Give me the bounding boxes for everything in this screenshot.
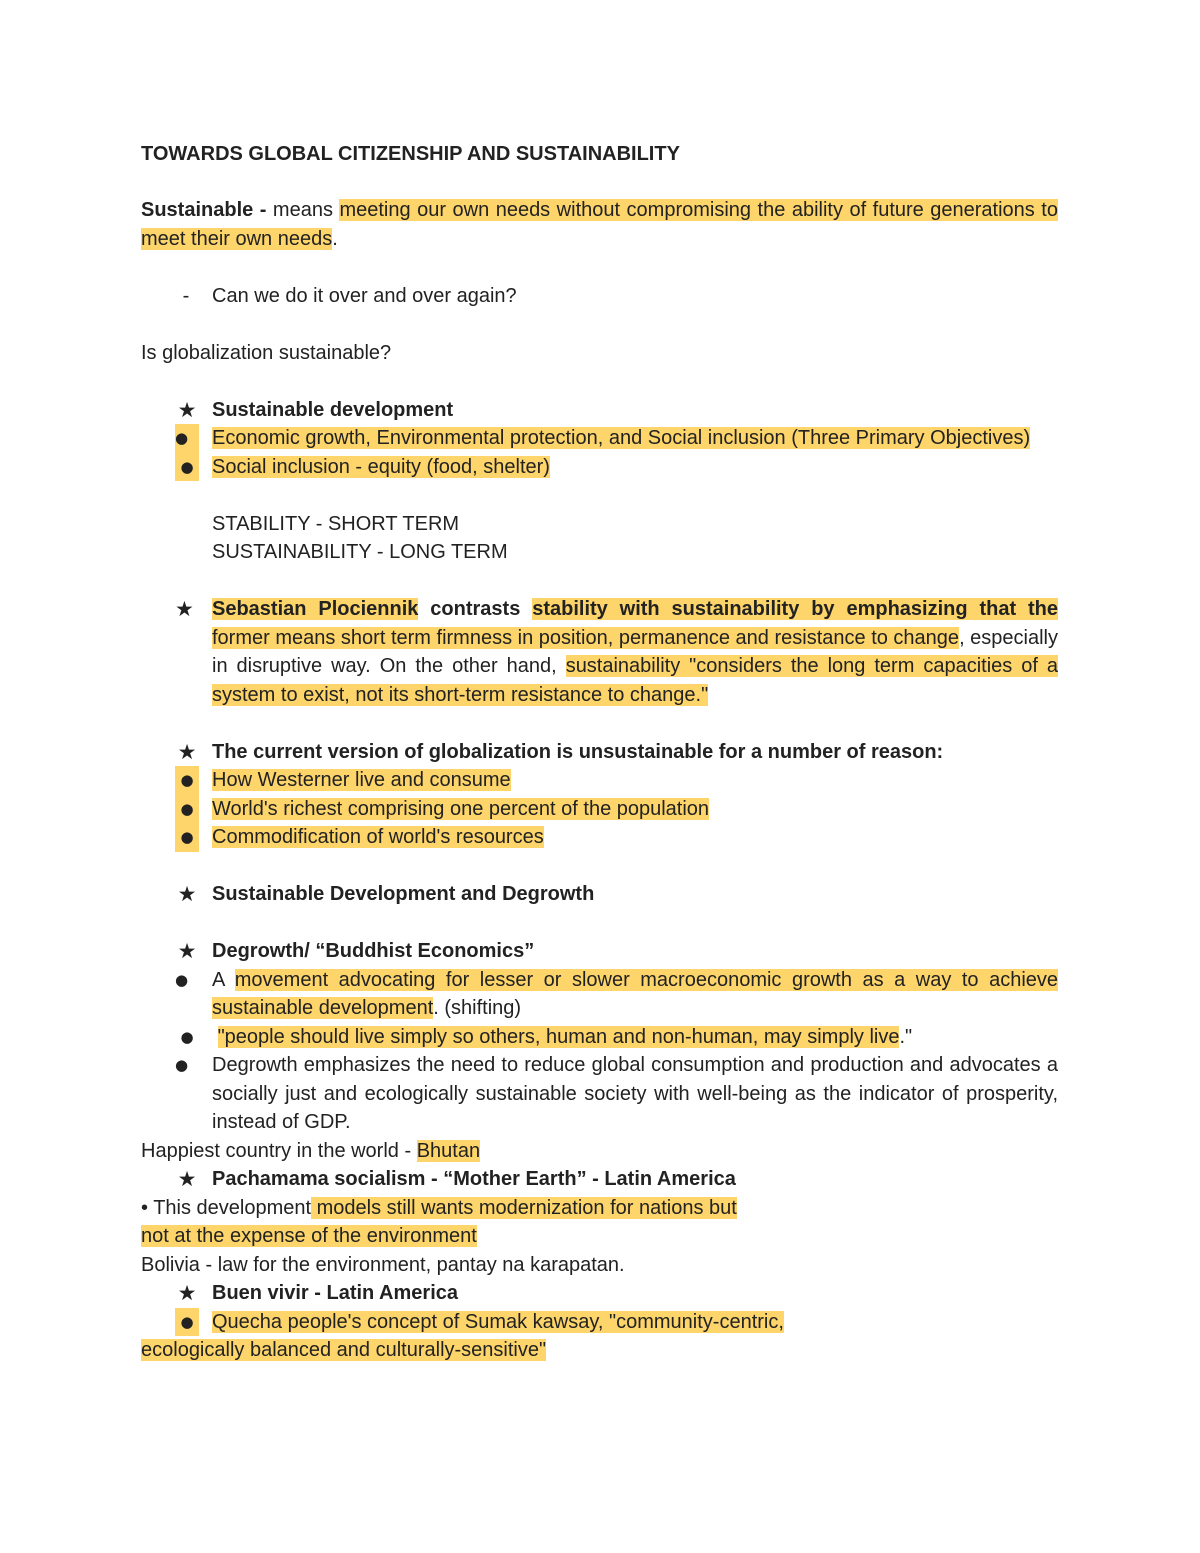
degrowth-quote-end: ."	[899, 1025, 913, 1048]
star-item-sustainable-development	[141, 396, 1058, 425]
sebastian-highlight-1: stability with sustainability by emphasizing that the	[532, 598, 1058, 620]
degrowth-highlight-1: movement advocating for lesser or slower macroeconomic growth as a way to achieve sustainable development	[212, 968, 1059, 1019]
stability-line: STABILITY - SHORT TERM	[212, 512, 460, 535]
star-item-sebastian	[141, 595, 1058, 709]
contrasts-word: contrasts	[418, 598, 533, 620]
bullet-dot-icon: ●	[175, 1308, 199, 1337]
heading-degrowth: Degrowth/ “Buddhist Economics”	[212, 940, 535, 962]
bullet-dot-icon: ●	[175, 424, 199, 453]
definition-paragraph	[141, 196, 1058, 253]
question-2: Is globalization sustainable?	[141, 341, 392, 364]
document-page	[141, 138, 1058, 1365]
page-title: TOWARDS GLOBAL CITIZENSHIP AND SUSTAINABILITY	[141, 143, 680, 165]
question-1: Can we do it over and over again?	[212, 284, 517, 307]
bullet-dot-icon: ●	[175, 823, 199, 852]
bullet-dot-icon: ●	[180, 1027, 194, 1046]
black-star-icon: ★	[177, 939, 197, 963]
buen-vivir-line-2	[141, 1336, 1058, 1365]
bolivia-line: Bolivia - law for the environment, pantay na karapatan.	[141, 1253, 625, 1276]
bullet-item	[141, 1051, 1058, 1137]
black-star-icon: ★	[177, 1281, 197, 1305]
heading-pachamama: Pachamama socialism - “Mother Earth” - Latin America	[212, 1168, 736, 1190]
bullet-item	[141, 823, 1058, 852]
happiest-country-line	[141, 1137, 1058, 1166]
heading-current-version: The current version of globalization is unsustainable for a number of reason:	[212, 740, 944, 763]
bullet-item	[141, 795, 1058, 824]
bullet-dot-icon: ●	[175, 795, 199, 824]
heading-buen-vivir: Buen vivir - Latin America	[212, 1282, 458, 1304]
black-star-icon: ★	[177, 739, 197, 764]
star-item-buddhist-economics	[141, 937, 1058, 966]
black-star-icon: ★	[177, 1167, 197, 1191]
happiest-text: Happiest country in the world -	[141, 1139, 417, 1162]
dash-icon: -	[182, 284, 190, 307]
pachamama-line-1	[141, 1194, 1058, 1223]
sebastian-mid: , especially in disruptive way. On the other hand,	[212, 626, 1059, 677]
star-item-pachamama	[141, 1165, 1058, 1194]
star-item-buen-vivir	[141, 1279, 1058, 1308]
bullet-text: Social inclusion - equity (food, shelter)	[212, 455, 550, 478]
sebastian-highlight-2: former means short term firmness in position, permanence and resistance to change	[212, 626, 960, 649]
sustainability-line: SUSTAINABILITY - LONG TERM	[212, 541, 508, 563]
bullet-item	[141, 424, 1058, 453]
black-star-icon: ★	[177, 397, 197, 422]
sebastian-highlight-3: sustainability "considers the long term capacities of a system to exist, not its short-term resistance to change."	[212, 655, 1058, 706]
bullet-item	[141, 453, 1058, 482]
star-item-current-version	[141, 738, 1058, 767]
bullet-item	[141, 1308, 1058, 1337]
bullet-text: How Westerner live and consume	[212, 769, 511, 791]
black-star-icon: ★	[177, 882, 197, 906]
degrowth-highlight-2: "people should live simply so others, human and non-human, may simply live	[217, 1025, 900, 1048]
buen-vivir-highlight-2: ecologically balanced and culturally-sensitive"	[141, 1339, 547, 1361]
bullet-dot-icon: ●	[175, 1056, 189, 1074]
bullet-text: Commodification of world's resources	[212, 826, 544, 848]
definition-end: .	[332, 227, 338, 250]
definition-means: means	[266, 199, 340, 221]
degrowth-paragraph: Degrowth emphasizes the need to reduce global consumption and production and advocates a socially just and ecologically sustainable society with well-being as the indicator of prosperity, instead of GDP.	[212, 1054, 1058, 1133]
happiest-highlight: Bhutan	[416, 1139, 481, 1162]
author-name: Sebastian Plociennik	[212, 598, 419, 620]
bullet-item	[141, 1023, 1058, 1052]
star-item-degrowth-heading	[141, 880, 1058, 909]
bullet-dot-icon: ●	[175, 970, 189, 989]
degrowth-a: A	[212, 968, 235, 991]
heading-sustainable-development: Sustainable development	[212, 398, 454, 421]
black-star-icon: ★	[175, 597, 194, 621]
bullet-text: Economic growth, Environmental protection, and Social inclusion (Three Primary Objectives)	[212, 427, 1031, 449]
bullet-item	[141, 966, 1058, 1023]
bullet-dot-icon: ●	[175, 453, 199, 482]
definition-highlight: meeting our own needs without compromising the ability of future generations to meet their own needs	[141, 199, 1058, 250]
buen-vivir-highlight-1: Quecha people's concept of Sumak kawsay, "community-centric,	[212, 1310, 784, 1333]
dash-item	[141, 282, 1058, 311]
pachamama-pre: • This development	[141, 1196, 312, 1219]
degrowth-shifting: . (shifting)	[433, 997, 522, 1019]
bullet-text: World's richest comprising one percent of the population	[212, 797, 710, 820]
degrowth-quote-pre	[212, 1026, 218, 1048]
bullet-dot-icon: ●	[175, 766, 199, 795]
pachamama-highlight-2: not at the expense of the environment	[141, 1225, 477, 1247]
definition-term: Sustainable -	[141, 199, 267, 221]
pachamama-line-2	[141, 1222, 1058, 1251]
bullet-item	[141, 766, 1058, 795]
pachamama-highlight-1: models still wants modernization for nations but	[311, 1196, 737, 1219]
heading-sd-degrowth: Sustainable Development and Degrowth	[212, 883, 595, 905]
